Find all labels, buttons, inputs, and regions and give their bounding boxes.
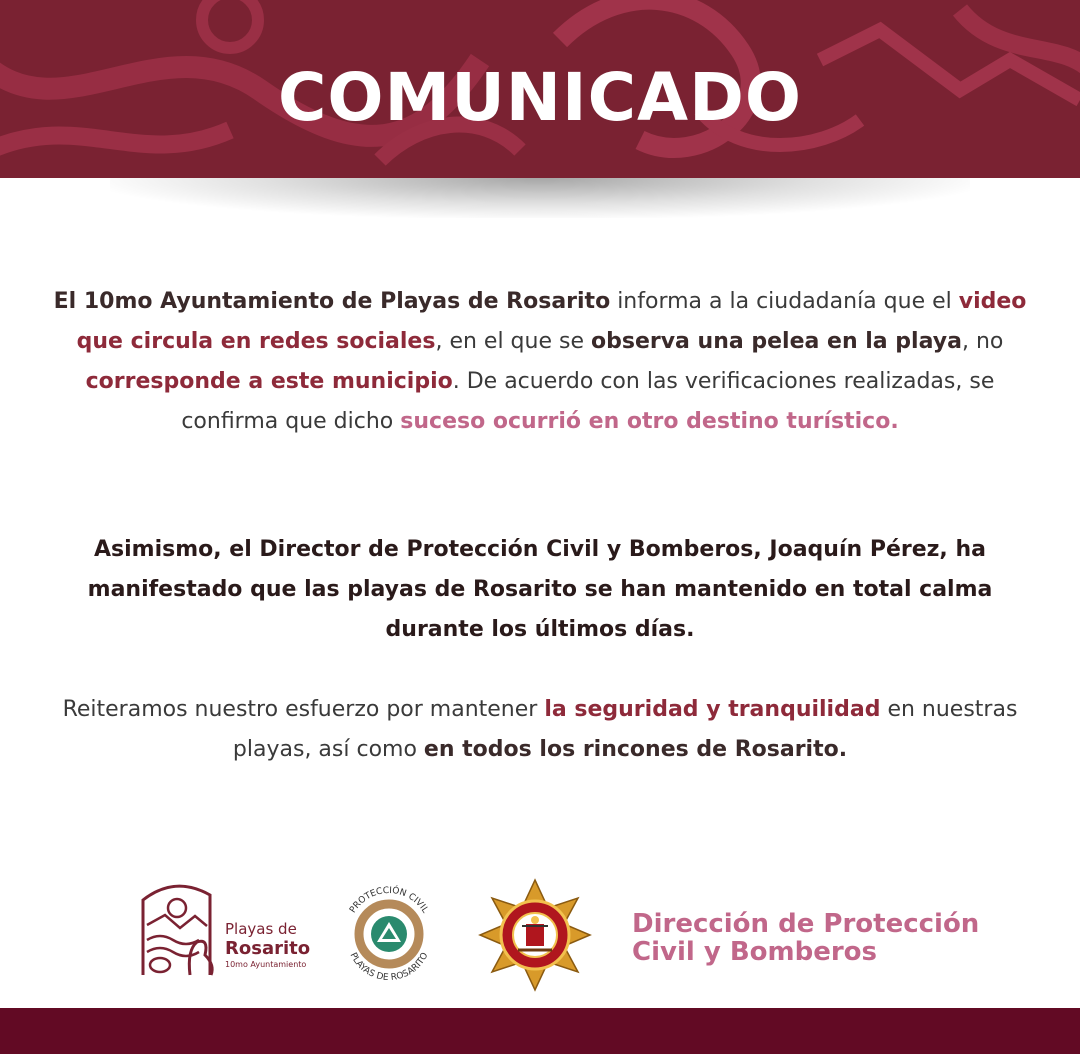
- footer-bar: [0, 1008, 1080, 1054]
- proteccion-civil-logo: [335, 878, 443, 988]
- firefighter-badge-icon: [478, 878, 592, 992]
- paragraph-reiteramos: [40, 690, 1040, 770]
- highlight-seguridad: la seguridad y tranquilidad: [544, 697, 881, 722]
- direccion-title: [632, 910, 979, 966]
- text-segment: , en el que se: [435, 329, 591, 354]
- text-segment: en nuestras playas, así como: [232, 697, 1018, 762]
- direccion-line1: Dirección de Protección: [632, 909, 980, 939]
- highlight-municipio: corresponde a este municipio: [85, 369, 453, 394]
- page-title: COMUNICADO: [277, 59, 802, 136]
- header-banner: [0, 0, 1080, 178]
- highlight-ayuntamiento: El 10mo Ayuntamiento de Playas de Rosarito: [53, 289, 611, 314]
- rosarito-line1: Playas de: [225, 920, 297, 938]
- direccion-line2: Civil y Bomberos: [632, 937, 877, 967]
- paragraph-director: Asimismo, el Director de Protección Civil y Bomberos, Joaquín Pérez, ha manifestado que las playas de Rosarito se han mantenido en total calma durante los últimos días.: [87, 537, 993, 642]
- rosarito-logo: [135, 880, 315, 980]
- rosarito-line2: Rosarito: [225, 938, 311, 959]
- text-segment: Reiteramos nuestro esfuerzo por mantener: [62, 697, 545, 722]
- text-segment: informa a la ciudadanía que el: [610, 289, 959, 314]
- proteccion-civil-seal: [335, 878, 443, 988]
- rosarito-emblem-icon: [135, 880, 220, 980]
- pc-bottom-text: PLAYAS DE ROSARITO: [347, 951, 431, 984]
- highlight-suceso: suceso ocurrió en otro destino turístico.: [400, 409, 899, 434]
- text-segment: , no: [961, 329, 1004, 354]
- banner-shadow: [110, 178, 970, 218]
- text-segment: . De acuerdo con las verificaciones realizadas, se confirma que dicho: [181, 369, 995, 434]
- pc-top-text: PROTECCIÓN CIVIL: [348, 885, 430, 916]
- logos-row: [0, 870, 1080, 1000]
- highlight-rincones: en todos los rincones de Rosarito.: [423, 737, 848, 762]
- highlight-pelea: observa una pelea en la playa: [590, 329, 962, 354]
- paragraph-aclaracion: [40, 282, 1040, 442]
- rosarito-line3: 10mo Ayuntamiento: [225, 960, 307, 969]
- bomberos-logo: [478, 878, 592, 992]
- highlight-video: video que circula en redes sociales: [76, 289, 1027, 354]
